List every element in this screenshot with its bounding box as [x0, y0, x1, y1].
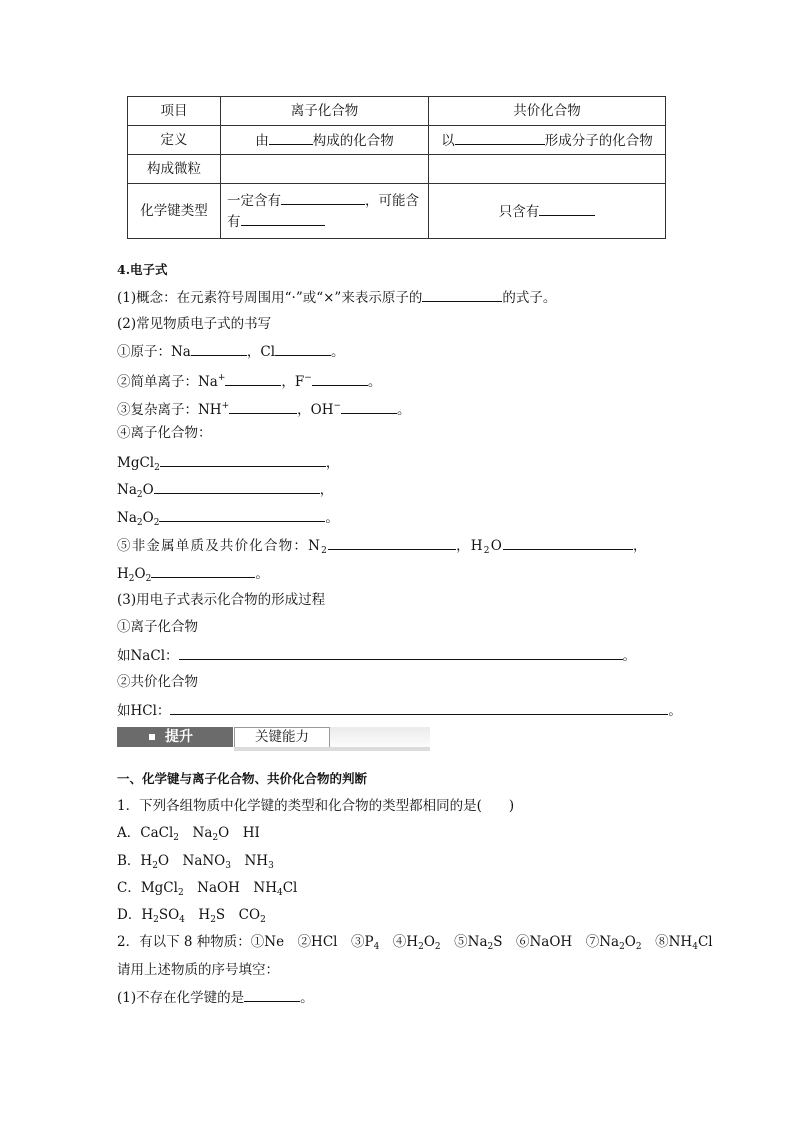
subscript: 2	[260, 915, 266, 925]
answer-blank[interactable]	[281, 190, 365, 205]
subscript: 2	[173, 833, 180, 843]
answer-blank[interactable]	[160, 452, 326, 467]
text: H	[117, 566, 129, 582]
subscript: 2	[619, 942, 625, 952]
subscript: 3	[268, 861, 274, 871]
text: 以	[441, 132, 455, 149]
text: NH	[230, 853, 269, 869]
h2o2-line	[117, 563, 269, 589]
text: ①原子：Na	[117, 344, 191, 360]
simple-ion-line	[117, 368, 381, 392]
answer-blank[interactable]	[244, 987, 300, 1002]
banner-dark	[117, 727, 233, 747]
answer-blank[interactable]	[275, 341, 331, 356]
answer-blank[interactable]	[539, 201, 595, 216]
text: ⑧NH	[641, 934, 693, 950]
superscript: −	[333, 401, 342, 411]
text: ③复杂离子：NH	[117, 402, 222, 418]
complex-ion-line	[117, 396, 411, 420]
answer-blank[interactable]	[179, 645, 623, 660]
text: NaOH NH	[183, 880, 277, 896]
subscript: 2	[152, 861, 158, 871]
text: Na	[117, 482, 137, 498]
subscript: 2	[635, 942, 642, 952]
text: (1)概念：在元素符号周围用“·”或“×”来表示原子的	[117, 290, 423, 306]
covalent-particles-cell[interactable]	[429, 155, 666, 184]
subscript: 2	[321, 546, 329, 556]
ionic-definition-cell	[221, 126, 429, 155]
subscript: 4	[373, 942, 380, 952]
banner-light-text: 关键能力	[234, 727, 330, 748]
text: O NaNO	[157, 853, 226, 869]
text: ，Cl	[246, 344, 276, 360]
text: ，F	[281, 374, 305, 390]
text: ，可能含	[365, 193, 419, 209]
text: 如HCl：	[117, 703, 171, 719]
row-label-particles: 构成微粒	[128, 155, 221, 184]
text: 有	[227, 214, 241, 230]
text: O	[142, 510, 154, 526]
text: ，	[325, 455, 340, 471]
text: O	[624, 934, 636, 950]
answer-blank[interactable]	[503, 535, 633, 550]
row-label-definition: 定义	[128, 126, 221, 155]
text: ，	[319, 482, 334, 498]
subscript: 2	[154, 463, 160, 473]
text: D．H	[117, 907, 154, 923]
text: 。	[367, 374, 382, 390]
answer-blank[interactable]	[455, 130, 545, 145]
subscript: 2	[487, 942, 494, 952]
subscript: 2	[434, 942, 441, 952]
text: ，H	[456, 538, 484, 554]
answer-blank[interactable]	[241, 211, 325, 226]
text: 如NaCl：	[117, 648, 179, 664]
text: 构成的化合物	[312, 132, 394, 149]
question-2-instruction: 请用上述物质的序号填空：	[117, 962, 279, 978]
subscript: 2	[145, 574, 152, 584]
text: Na	[179, 825, 213, 841]
subheading: (2)常见物质电子式的书写	[117, 316, 272, 332]
text: MgCl	[117, 455, 155, 471]
subheading: ④离子化合物：	[117, 425, 212, 441]
subscript: 3	[225, 861, 231, 871]
superscript: −	[304, 373, 312, 383]
answer-blank[interactable]	[159, 507, 325, 522]
text: S CO	[215, 907, 261, 923]
answer-blank[interactable]	[191, 341, 247, 356]
table-row	[128, 155, 666, 184]
text: O	[142, 482, 154, 498]
text: S ⑥NaOH ⑦Na	[493, 934, 620, 950]
subscript: 2	[483, 546, 491, 556]
option-d[interactable]	[117, 905, 266, 930]
atom-line	[117, 341, 345, 362]
ionic-particles-cell[interactable]	[221, 155, 429, 184]
text: 一定含有	[227, 193, 281, 209]
subscript: 2	[177, 888, 184, 898]
answer-blank[interactable]	[422, 287, 502, 302]
text: ④H	[379, 934, 419, 950]
subscript: 2	[128, 574, 135, 584]
answer-blank[interactable]	[225, 371, 281, 386]
answer-blank[interactable]	[154, 479, 320, 494]
subscript: 4	[276, 888, 283, 898]
text: B．H	[117, 853, 153, 869]
text: 2．有以下 8 种物质：①Ne ②HCl ③P	[117, 934, 374, 950]
banner-underline	[234, 747, 430, 751]
text: ⑤非金属单质及共价化合物：N	[117, 538, 322, 554]
table-row	[128, 184, 666, 239]
text: 。	[325, 510, 339, 526]
banner-dark-text: 提升	[165, 729, 193, 745]
subscript: 2	[418, 942, 424, 952]
text: O	[490, 538, 503, 554]
covalent-bond-cell	[429, 184, 666, 239]
question-2	[117, 932, 713, 957]
answer-blank[interactable]	[269, 130, 313, 145]
subscript: 2	[153, 518, 160, 528]
subheading: (3)用电子式表示化合物的形成过程	[117, 592, 326, 608]
text: Cl	[697, 934, 713, 950]
subscript: 4	[179, 915, 185, 925]
superscript: +	[217, 373, 226, 383]
concept-line	[117, 287, 556, 308]
comparison-table	[127, 96, 666, 239]
square-bullet-icon	[149, 734, 155, 740]
subheading: ①离子化合物	[117, 619, 198, 635]
text: 。	[331, 344, 345, 360]
answer-blank[interactable]	[151, 563, 255, 578]
subscript: 2	[210, 915, 216, 925]
text: ⑤Na	[440, 934, 488, 950]
na2o-line	[117, 479, 333, 505]
subheading: ②共价化合物	[117, 674, 198, 690]
table-row	[128, 126, 666, 155]
answer-blank[interactable]	[328, 535, 456, 550]
nacl-line	[117, 645, 636, 666]
option-b[interactable]	[117, 851, 274, 876]
answer-blank[interactable]	[170, 700, 668, 715]
text: 。	[668, 703, 682, 719]
subscript: 2	[136, 518, 143, 528]
section-banner	[117, 727, 430, 751]
table-header-row	[128, 97, 666, 126]
subscript: 2	[153, 915, 159, 925]
superscript: +	[221, 401, 230, 411]
answer-blank[interactable]	[341, 399, 397, 414]
ionic-bond-cell	[221, 184, 429, 239]
option-a[interactable]	[117, 823, 260, 848]
header-item: 项目	[128, 97, 221, 126]
text: O	[423, 934, 435, 950]
part-heading: 一、化学键与离子化合物、共价化合物的判断	[117, 771, 368, 786]
text: Cl	[282, 880, 298, 896]
hcl-line	[117, 700, 682, 721]
text: 。	[622, 648, 637, 664]
question-2-part-1	[117, 987, 314, 1008]
text: H	[184, 907, 211, 923]
text: 。	[397, 402, 411, 418]
answer-blank[interactable]	[312, 371, 368, 386]
mgcl2-line	[117, 452, 339, 478]
text: 只含有	[498, 203, 540, 220]
text: (1)不存在化学键的是	[117, 990, 245, 1006]
text: A．CaCl	[117, 825, 174, 841]
na2o2-line	[117, 507, 339, 533]
subscript: 2	[212, 833, 219, 843]
row-label-bond-type: 化学键类型	[128, 184, 221, 239]
text: ②简单离子：Na	[117, 374, 218, 390]
text: ，	[632, 538, 648, 554]
text: 的式子。	[502, 290, 557, 306]
text: O HI	[218, 825, 260, 841]
question-1: 1．下列各组物质中化学键的类型和化合物的类型都相同的是( )	[117, 798, 515, 814]
text: C．MgCl	[117, 880, 178, 896]
text: 由	[255, 132, 269, 149]
section-title: 4.电子式	[117, 262, 168, 277]
nonmetal-line	[117, 535, 648, 561]
header-covalent: 共价化合物	[429, 97, 666, 126]
answer-blank[interactable]	[229, 399, 297, 414]
subscript: 4	[692, 942, 698, 952]
subscript: 2	[136, 490, 143, 500]
text: ，OH	[297, 402, 334, 418]
text: 。	[300, 990, 314, 1006]
covalent-definition-cell	[429, 126, 666, 155]
text: O	[134, 566, 146, 582]
text: SO	[158, 907, 180, 923]
text: Na	[117, 510, 137, 526]
option-c[interactable]	[117, 878, 297, 903]
header-ionic: 离子化合物	[221, 97, 429, 126]
text: 形成分子的化合物	[544, 132, 653, 149]
text: 。	[255, 566, 269, 582]
